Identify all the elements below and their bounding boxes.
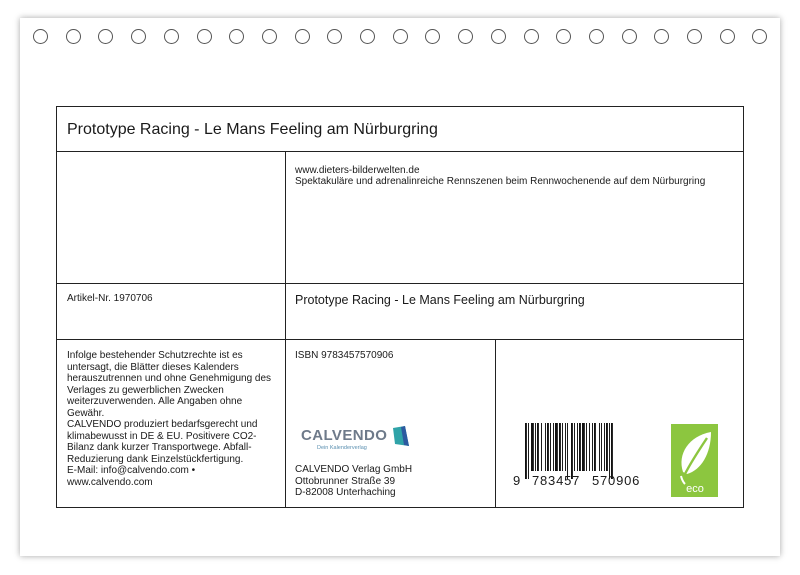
binding-ring: [720, 29, 735, 44]
barcode-bar: [565, 423, 566, 471]
legal-line: E-Mail: info@calvendo.com •: [67, 465, 196, 476]
leaf-icon: [671, 424, 718, 497]
binding-ring: [425, 29, 440, 44]
binding-ring: [33, 29, 48, 44]
binding-ring: [589, 29, 604, 44]
legal-line: www.calvendo.com: [67, 476, 153, 488]
binding-ring: [164, 29, 179, 44]
isbn: ISBN 9783457570906: [295, 350, 394, 361]
barcode-bar: [582, 423, 585, 471]
binding-ring: [262, 29, 277, 44]
logo-tagline: Dein Kalenderverlag: [317, 445, 367, 451]
barcode-bar: [537, 423, 539, 471]
website-url: www.dieters-bilderwelten.de: [295, 165, 420, 176]
divider: [285, 151, 286, 507]
binding-ring: [66, 29, 81, 44]
calvendo-logo: [301, 421, 411, 455]
barcode-bar: [599, 423, 600, 471]
barcode-first-digit: 9: [513, 473, 522, 488]
barcode-bar: [567, 423, 568, 479]
binding-ring: [327, 29, 342, 44]
barcode-bar: [594, 423, 596, 471]
barcode-bar: [571, 423, 573, 479]
barcode-bar: [541, 423, 542, 471]
barcode-bar: [528, 423, 529, 479]
legal-line: CALVENDO produziert bedarfsgerecht und: [67, 419, 258, 430]
legal-line: Bilanz dank kurzer Transportwege. Abfall-: [67, 442, 252, 453]
legal-notice: [67, 350, 279, 488]
legal-line: weiterzuverwenden. Alle Angaben ohne: [67, 396, 243, 407]
publisher-line: Ottobrunner Straße 39: [295, 475, 396, 487]
legal-line: Infolge bestehender Schutzrechte ist es: [67, 350, 243, 361]
legal-line: klimabewusst in DE & EU. Positivere CO2-: [67, 430, 257, 442]
legal-line: untersagt, die Blätter dieses Kalenders: [67, 361, 239, 373]
calendar-logo-icon: [391, 424, 411, 448]
calendar-title: Prototype Racing - Le Mans Feeling am Nürburgring: [67, 121, 438, 138]
divider: [57, 339, 743, 340]
binding-ring: [131, 29, 146, 44]
calendar-description: Spektakuläre und adrenalinreiche Rennszenen beim Rennwochenende auf dem Nürburgring: [295, 176, 706, 187]
article-title: Prototype Racing - Le Mans Feeling am Nürburgring: [295, 293, 585, 307]
binding-ring: [622, 29, 637, 44]
barcode-bar: [586, 423, 587, 471]
barcode-bar: [525, 423, 527, 479]
barcode-bar: [531, 423, 534, 471]
divider: [57, 283, 743, 284]
binding-ring: [229, 29, 244, 44]
publisher-line: CALVENDO Verlag GmbH: [295, 464, 413, 475]
binding-ring: [556, 29, 571, 44]
barcode-bar: [604, 423, 605, 471]
barcode-bar: [545, 423, 546, 471]
barcode-bar: [555, 423, 558, 471]
divider: [495, 339, 496, 507]
binding-ring: [491, 29, 506, 44]
logo-name: CALVENDO: [301, 427, 388, 444]
binding-ring: [458, 29, 473, 44]
legal-line: Gewähr.: [67, 407, 105, 419]
barcode-bar: [601, 423, 602, 471]
barcode-bar: [553, 423, 554, 471]
divider: [57, 151, 743, 152]
barcode-bar: [589, 423, 590, 471]
binding-ring: [295, 29, 310, 44]
barcode-right-group: 570906: [592, 473, 641, 488]
barcode-bar: [574, 423, 575, 471]
barcode-bar: [547, 423, 549, 471]
legal-line: Reduzierung dank Einzelstückfertigung.: [67, 453, 244, 465]
barcode-bars: [525, 423, 643, 479]
binding-ring: [360, 29, 375, 44]
barcode-bar: [577, 423, 578, 471]
publisher-line: D-82008 Unterhaching: [295, 487, 396, 498]
barcode-bar: [609, 423, 610, 479]
barcode-left-group: 783457: [532, 473, 581, 488]
binding-ring: [524, 29, 539, 44]
eco-badge: [671, 424, 718, 497]
barcode-bar: [611, 423, 613, 479]
barcode-bar: [550, 423, 551, 471]
barcode-bar: [559, 423, 561, 471]
binding-ring: [197, 29, 212, 44]
article-number: Artikel-Nr. 1970706: [67, 293, 153, 304]
barcode-bar: [579, 423, 581, 471]
binding-ring: [752, 29, 767, 44]
barcode-bar: [562, 423, 563, 471]
barcode-bar: [592, 423, 593, 471]
legal-line: Verlages zu gewerblichen Zwecken: [67, 384, 224, 396]
binding-ring: [98, 29, 113, 44]
legal-line: herauszutrennen und ohne Genehmigung des: [67, 373, 272, 384]
binding-ring: [393, 29, 408, 44]
binding-ring: [654, 29, 669, 44]
isbn-barcode: [513, 423, 645, 503]
info-sheet: [56, 106, 744, 508]
barcode-bar: [535, 423, 536, 471]
publisher-address: [295, 464, 412, 499]
binding-ring: [687, 29, 702, 44]
spiral-binding: [33, 29, 773, 47]
barcode-bar: [606, 423, 608, 471]
eco-label: eco: [686, 483, 704, 495]
